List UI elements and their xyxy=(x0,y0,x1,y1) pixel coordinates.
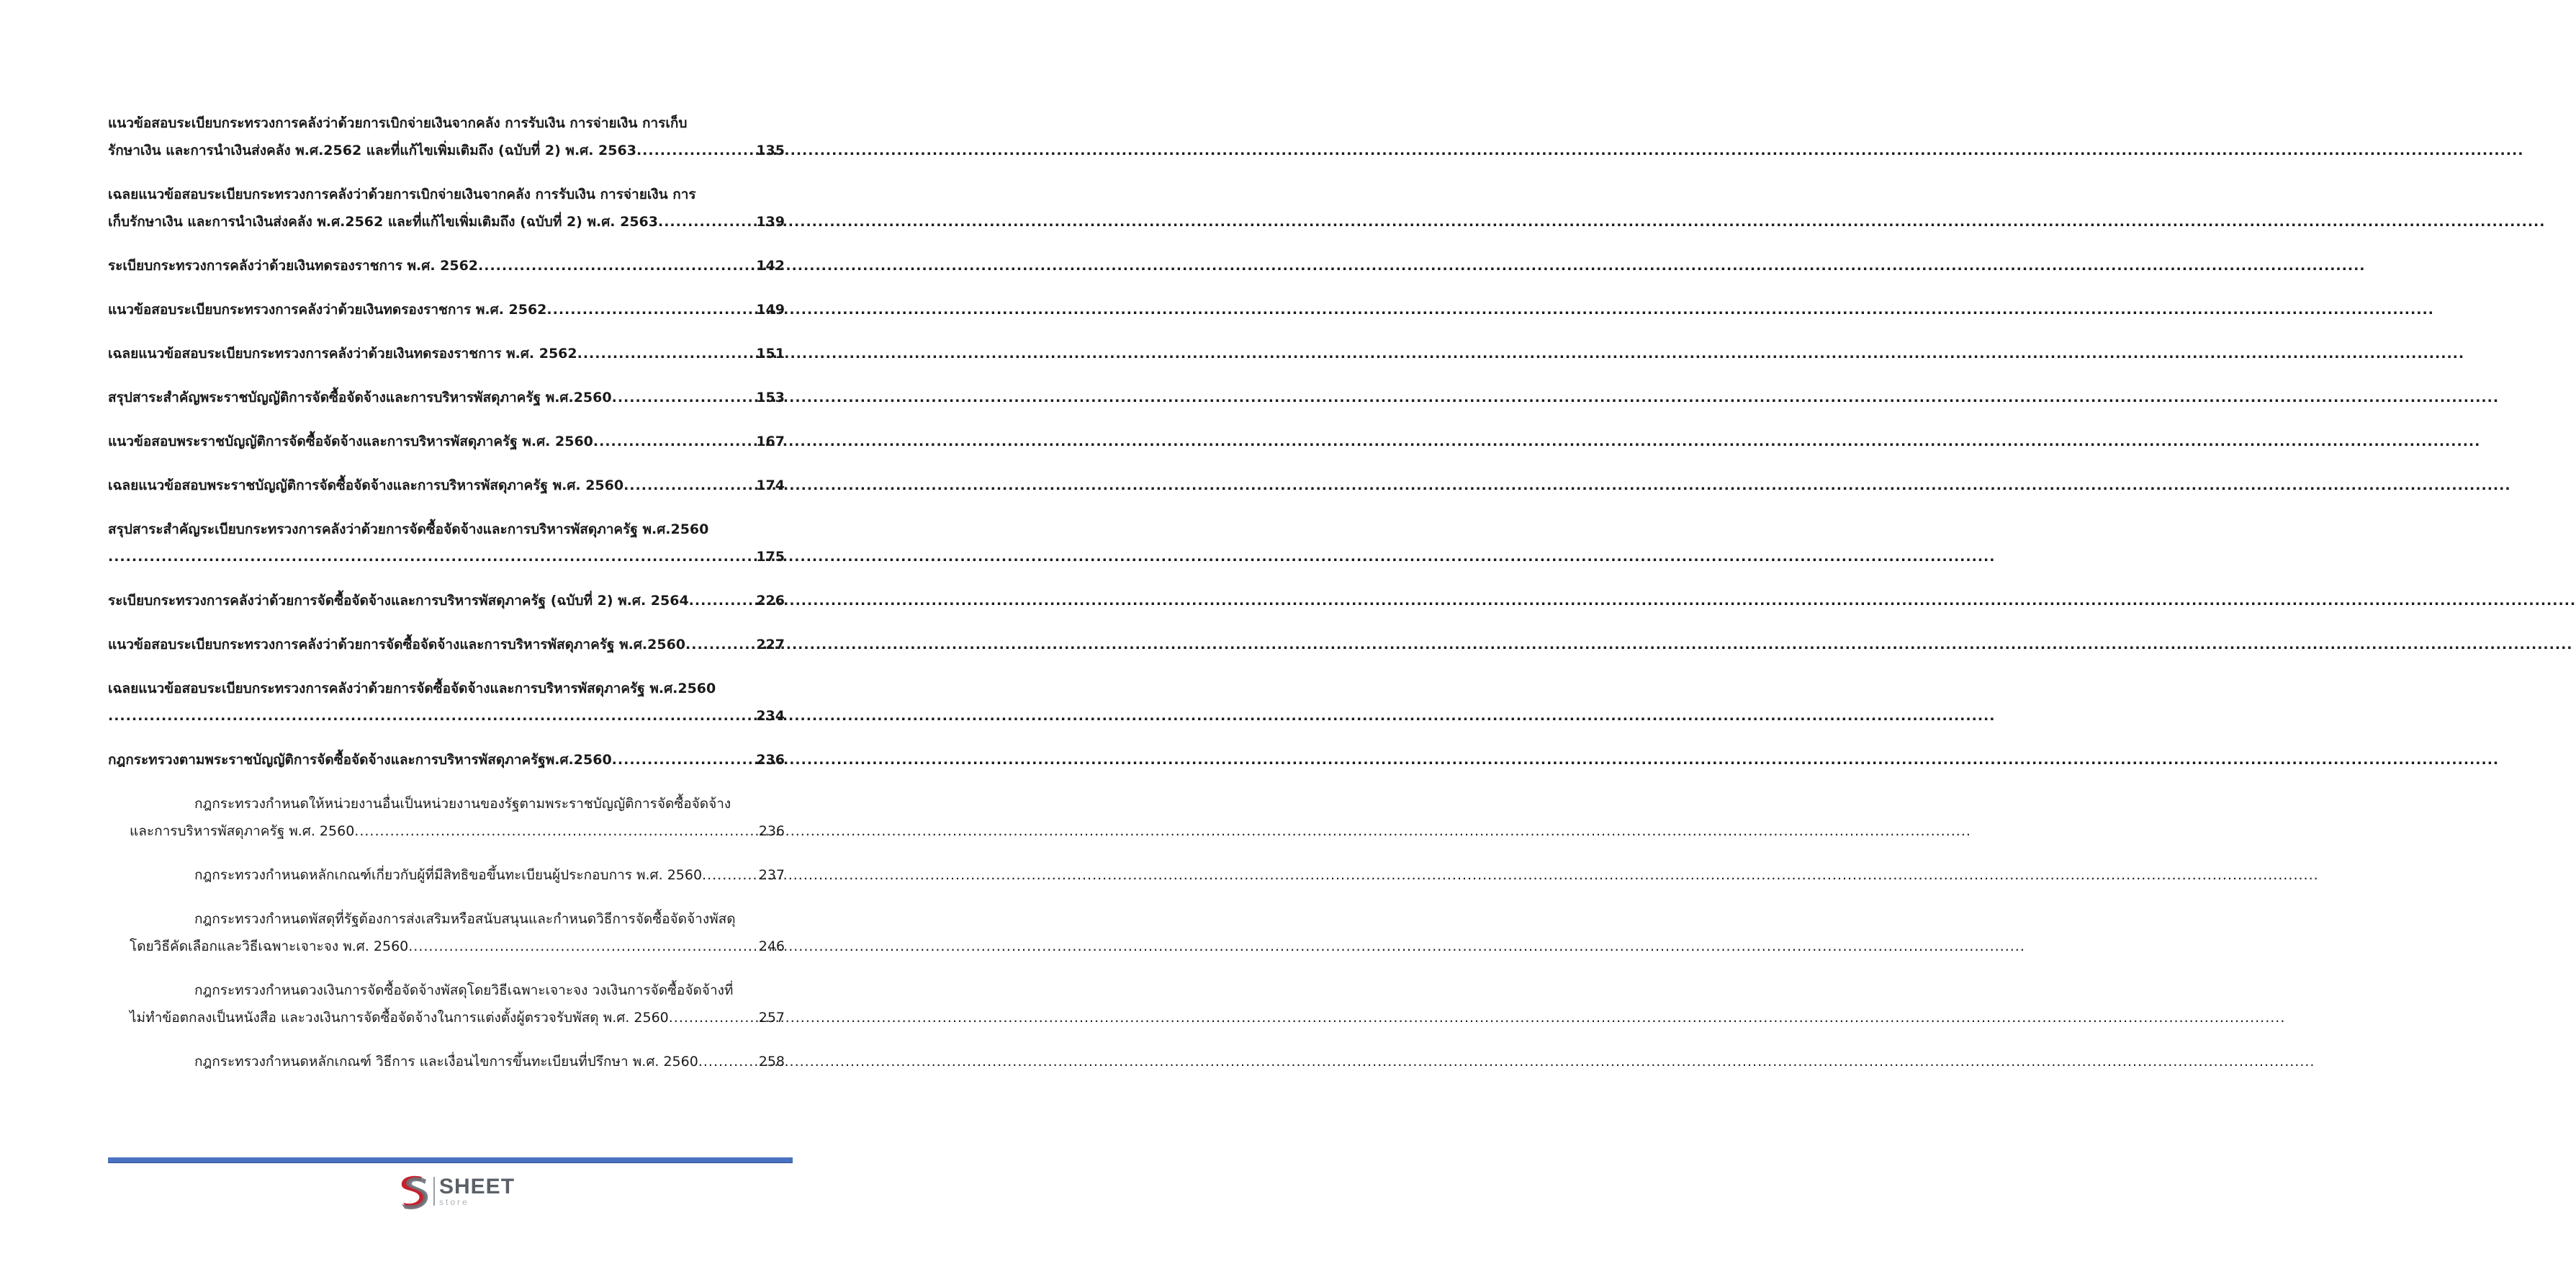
toc-subentry[interactable] xyxy=(108,977,785,1031)
toc-entry-text: เฉลยแนวข้อสอบระเบียบกระทรวงการคลังว่าด้วยการจัดซื้อจัดจ้างและการบริหารพัสดุภาครัฐ พ.ศ.2560 xyxy=(108,681,716,696)
toc-entry-text: กฎกระทรวงกำหนดหลักเกณฑ์ วิธีการ และเงื่อนไขการขึ้นทะเบียนที่ปรึกษา พ.ศ. 2560 xyxy=(194,1054,698,1070)
table-of-contents xyxy=(108,109,785,1092)
leader-dots xyxy=(577,340,755,367)
leader-dots xyxy=(612,746,755,774)
toc-page-number: 246 xyxy=(758,938,785,954)
toc-entry-text: แนวข้อสอบระเบียบกระทรวงการคลังว่าด้วยการเบิกจ่ายเงินจากคลัง การรับเงิน การจ่ายเงิน การเก็บ xyxy=(108,115,688,131)
toc-entry-text: และการบริหารพัสดุภาครัฐ พ.ศ. 2560 xyxy=(130,823,355,839)
leader-dots xyxy=(636,137,755,164)
toc-subentry[interactable] xyxy=(108,790,785,845)
toc-entry-text: แนวข้อสอบระเบียบกระทรวงการคลังว่าด้วยเงินทดรองราชการ พ.ศ. 2562 xyxy=(108,302,547,318)
toc-entry[interactable] xyxy=(108,340,785,367)
logo-brand-subtext: store xyxy=(439,1197,469,1207)
toc-page-number: 236 xyxy=(756,752,785,768)
toc-subentry[interactable] xyxy=(108,861,785,889)
toc-entry[interactable] xyxy=(108,675,785,730)
toc-entry-text: กฎกระทรวงกำหนดหลักเกณฑ์เกี่ยวกับผู้ที่มีสิทธิขอขึ้นทะเบียนผู้ประกอบการ พ.ศ. 2560 xyxy=(194,867,703,883)
toc-entry[interactable] xyxy=(108,384,785,411)
toc-entry[interactable] xyxy=(108,109,785,164)
toc-entry-text: เก็บรักษาเงิน และการนำเงินส่งคลัง พ.ศ.2562 และที่แก้ไขเพิ่มเติมถึง (ฉบับที่ 2) พ.ศ. 2563 xyxy=(108,214,658,230)
toc-page-number: 139 xyxy=(756,214,785,230)
toc-entry-text: เฉลยแนวข้อสอบระเบียบกระทรวงการคลังว่าด้วยการเบิกจ่ายเงินจากคลัง การรับเงิน การจ่ายเงิน การ xyxy=(108,187,696,202)
leader-dots xyxy=(685,631,755,658)
leader-dots xyxy=(108,702,755,730)
toc-page-number: 234 xyxy=(756,708,785,724)
toc-entry-text: ระเบียบกระทรวงการคลังว่าด้วยเงินทดรองราชการ พ.ศ. 2562 xyxy=(108,258,479,274)
logo-separator xyxy=(433,1177,435,1206)
toc-entry-text: เฉลยแนวข้อสอบระเบียบกระทรวงการคลังว่าด้วยเงินทดรองราชการ พ.ศ. 2562 xyxy=(108,346,577,362)
toc-page-number: 175 xyxy=(756,549,785,565)
toc-entry[interactable] xyxy=(108,631,785,658)
toc-entry-text: โดยวิธีคัดเลือกและวิธีเฉพาะเจาะจง พ.ศ. 2560 xyxy=(130,938,409,954)
logo-wordmark xyxy=(439,1176,515,1206)
toc-page-number: 142 xyxy=(756,258,785,274)
toc-page-number: 149 xyxy=(756,302,785,318)
toc-entry-text: เฉลยแนวข้อสอบพระราชบัญญัติการจัดซื้อจัดจ้างและการบริหารพัสดุภาครัฐ พ.ศ. 2560 xyxy=(108,478,624,493)
toc-entry-text: แนวข้อสอบระเบียบกระทรวงการคลังว่าด้วยการจัดซื้อจัดจ้างและการบริหารพัสดุภาครัฐ พ.ศ.2560 xyxy=(108,637,686,653)
leader-dots xyxy=(408,933,757,960)
toc-page-number: 153 xyxy=(756,390,785,405)
toc-page-number: 226 xyxy=(756,593,785,609)
leader-dots xyxy=(108,543,755,570)
toc-subentry[interactable] xyxy=(108,1048,785,1075)
leader-dots xyxy=(669,1004,757,1031)
toc-page-number: 236 xyxy=(758,823,785,839)
toc-page-number: 167 xyxy=(756,434,785,449)
leader-dots xyxy=(623,472,755,499)
leader-dots xyxy=(689,587,755,614)
leader-dots xyxy=(612,384,755,411)
footer-divider-bar xyxy=(108,1157,793,1163)
toc-entry-text: กฎกระทรวงตามพระราชบัญญัติการจัดซื้อจัดจ้างและการบริหารพัสดุภาครัฐพ.ศ.2560 xyxy=(108,752,612,768)
toc-page-number: 237 xyxy=(758,867,785,883)
sheet-store-logo xyxy=(395,1173,515,1210)
toc-page-number: 151 xyxy=(756,346,785,362)
toc-page-number: 174 xyxy=(756,478,785,493)
toc-entry[interactable] xyxy=(108,181,785,236)
toc-entry-text: ระเบียบกระทรวงการคลังว่าด้วยการจัดซื้อจัดจ้างและการบริหารพัสดุภาครัฐ (ฉบับที่ 2) พ.ศ. 2564 xyxy=(108,593,689,609)
toc-entry[interactable] xyxy=(108,587,785,614)
leader-dots xyxy=(593,428,755,455)
toc-entry-text: ไม่ทำข้อตกลงเป็นหนังสือ และวงเงินการจัดซื้อจัดจ้างในการแต่งตั้งผู้ตรวจรับพัสดุ พ.ศ. 2560 xyxy=(130,1010,669,1026)
leader-dots xyxy=(658,208,755,236)
toc-entry-text: สรุปสาระสำคัญระเบียบกระทรวงการคลังว่าด้วยการจัดซื้อจัดจ้างและการบริหารพัสดุภาครัฐ พ.ศ.2560 xyxy=(108,521,709,537)
toc-entry[interactable] xyxy=(108,296,785,323)
toc-entry-text: กฎกระทรวงกำหนดวงเงินการจัดซื้อจัดจ้างพัสดุโดยวิธีเฉพาะเจาะจง วงเงินการจัดซื้อจัดจ้างที่ xyxy=(194,982,734,998)
toc-entry[interactable] xyxy=(108,428,785,455)
toc-page-number: 258 xyxy=(758,1054,785,1070)
toc-entry-text: รักษาเงิน และการนำเงินส่งคลัง พ.ศ.2562 และที่แก้ไขเพิ่มเติมถึง (ฉบับที่ 2) พ.ศ. 2563 xyxy=(108,143,636,158)
leader-dots xyxy=(702,861,757,889)
leader-dots xyxy=(478,252,755,279)
toc-page-number: 135 xyxy=(756,143,785,158)
toc-entry-text: กฎกระทรวงกำหนดให้หน่วยงานอื่นเป็นหน่วยงานของรัฐตามพระราชบัญญัติการจัดซื้อจัดจ้าง xyxy=(194,796,731,812)
toc-entry-text: แนวข้อสอบพระราชบัญญัติการจัดซื้อจัดจ้างและการบริหารพัสดุภาครัฐ พ.ศ. 2560 xyxy=(108,434,593,449)
toc-entry[interactable] xyxy=(108,746,785,774)
toc-entry[interactable] xyxy=(108,472,785,499)
toc-entry[interactable] xyxy=(108,252,785,279)
logo-brand-text: SHEET xyxy=(439,1175,515,1198)
toc-page-number: 257 xyxy=(758,1010,785,1026)
toc-page-number: 227 xyxy=(756,637,785,653)
leader-dots xyxy=(698,1048,757,1075)
toc-subentry[interactable] xyxy=(108,905,785,960)
sheet-store-logo-icon xyxy=(395,1173,431,1210)
toc-entry-text: กฎกระทรวงกำหนดพัสดุที่รัฐต้องการส่งเสริมหรือสนับสนุนและกำหนดวิธีการจัดซื้อจัดจ้างพัสดุ xyxy=(194,911,736,927)
leader-dots xyxy=(546,296,755,323)
toc-entry[interactable] xyxy=(108,516,785,570)
toc-entry-text: สรุปสาระสำคัญพระราชบัญญัติการจัดซื้อจัดจ้างและการบริหารพัสดุภาครัฐ พ.ศ.2560 xyxy=(108,390,612,405)
leader-dots xyxy=(354,817,757,845)
